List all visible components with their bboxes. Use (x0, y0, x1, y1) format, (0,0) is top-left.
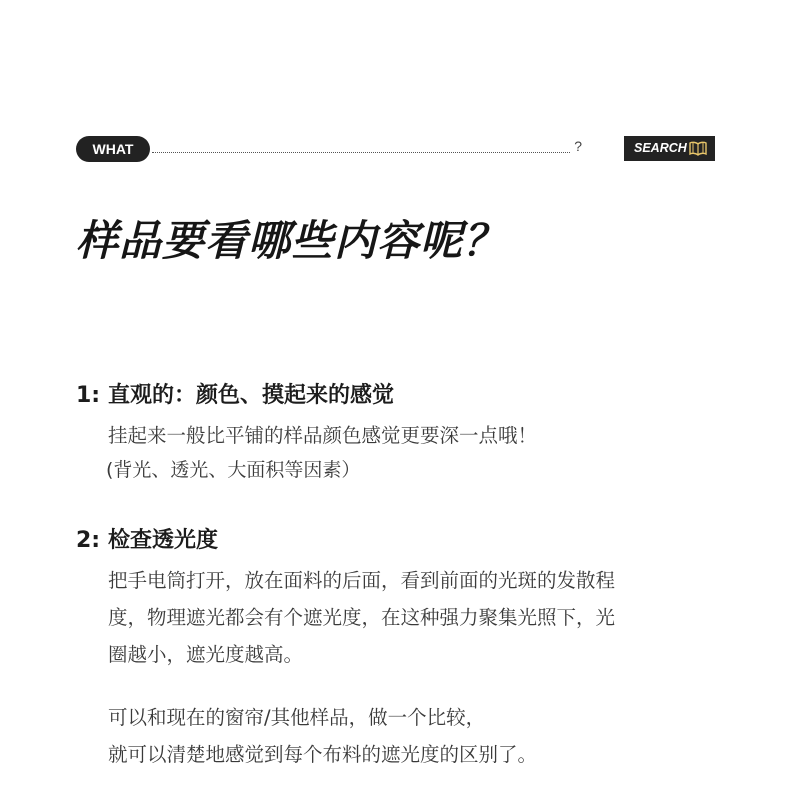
header-row (76, 136, 716, 162)
section-title: 检查透光度 (108, 528, 219, 553)
question-mark: ? (574, 138, 582, 154)
book-icon (688, 141, 708, 156)
paragraph-line: 把手电筒打开，放在面料的后面，看到前面的光斑的发散程 (108, 569, 616, 592)
section-heading (76, 381, 537, 411)
paragraph-line: 挂起来一般比平铺的样品颜色感觉更要深一点哦！ (108, 424, 538, 447)
paragraph-line: 可以和现在的窗帘/其他样品，做一个比较， (108, 706, 486, 729)
paragraph-line: 度，物理遮光都会有个遮光度，在这种强力聚集光照下，光 (108, 606, 616, 629)
section-title: 直观的：颜色、摸起来的感觉 (108, 383, 395, 408)
paragraph-line: 圈越小，遮光度越高。 (108, 643, 304, 666)
what-badge: WHAT (76, 136, 150, 162)
search-label: SEARCH (634, 141, 687, 155)
dotted-leader (150, 136, 580, 162)
search-tag (624, 136, 715, 161)
section-2 (76, 526, 615, 773)
section-number: 1: (76, 383, 101, 408)
paragraph-note: (背光、透光、大面积等因素） (106, 459, 361, 481)
dotted-line (152, 152, 570, 153)
section-heading (76, 526, 615, 556)
page-title: 样品要看哪些内容呢？ (76, 216, 507, 265)
paragraph-line: 就可以清楚地感觉到每个布料的遮光度的区别了。 (108, 743, 538, 766)
section-1 (76, 381, 537, 486)
section-number: 2: (76, 528, 101, 553)
